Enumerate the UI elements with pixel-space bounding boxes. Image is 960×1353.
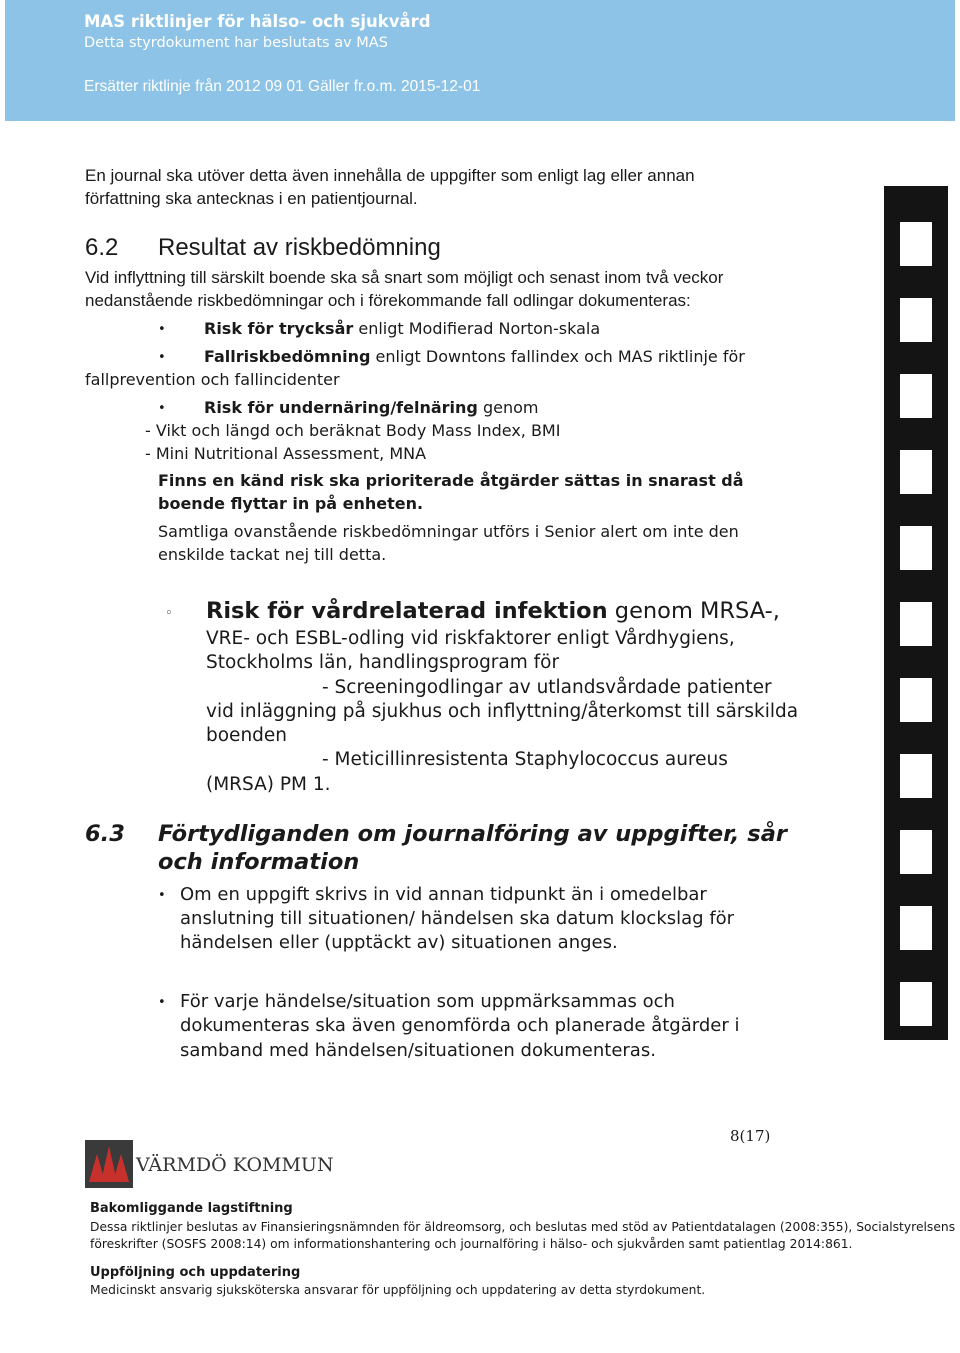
film-strip-decoration bbox=[884, 186, 948, 1040]
infection-risk-bold: Risk för vårdrelaterad infektion bbox=[206, 598, 608, 624]
infection-line-4: - Screeningodlingar av utlandsvårdade patienter bbox=[322, 677, 772, 698]
sub-item-mna: - Mini Nutritional Assessment, MNA bbox=[145, 444, 427, 463]
bullet-fall-risk-bold: Fallriskbedömning bbox=[204, 347, 371, 366]
logo-text: VÄRMDÖ KOMMUN bbox=[136, 1154, 334, 1176]
infection-line-5: vid inläggning på sjukhus och inflyttning/återkomst till särskilda bbox=[206, 701, 799, 722]
bullet-pressure-ulcer bbox=[204, 319, 600, 338]
followup-heading: Uppföljning och uppdatering bbox=[90, 1265, 301, 1280]
infection-risk-text: genom MRSA-, bbox=[607, 598, 780, 624]
journal-bullet-1-line-3: händelsen eller (upptäckt av) situationen anges. bbox=[180, 932, 618, 953]
bullet-icon: • bbox=[158, 322, 166, 337]
bullet-icon: • bbox=[158, 350, 166, 365]
bullet-malnutrition bbox=[204, 398, 539, 417]
circle-bullet-icon: ◦ bbox=[165, 606, 173, 621]
journal-bullet-1-line-1: Om en uppgift skrivs in vid annan tidpunkt än i omedelbar bbox=[180, 884, 707, 905]
municipality-crest-icon bbox=[85, 1140, 133, 1188]
section-6-2-para-line-2: nedanstående riskbedömningar och i förekommande fall odlingar dokumenteras: bbox=[85, 291, 691, 310]
infection-risk-heading bbox=[206, 598, 780, 624]
priority-statement-line-2: boende flyttar in på enheten. bbox=[158, 494, 424, 513]
bullet-pressure-ulcer-text: enligt Modifierad Norton-skala bbox=[353, 319, 601, 338]
bullet-fall-risk-continued: fallprevention och fallincidenter bbox=[85, 370, 340, 389]
infection-line-8: (MRSA) PM 1. bbox=[206, 774, 331, 795]
section-6-3-number: 6.3 bbox=[85, 821, 125, 847]
sub-item-bmi: - Vikt och längd och beräknat Body Mass Index, BMI bbox=[145, 421, 561, 440]
senior-alert-line-1: Samtliga ovanstående riskbedömningar utförs i Senior alert om inte den bbox=[158, 522, 739, 541]
infection-line-3: Stockholms län, handlingsprogram för bbox=[206, 652, 560, 673]
journal-bullet-2-line-1: För varje händelse/situation som uppmärksammas och bbox=[180, 991, 675, 1012]
priority-statement-line-1: Finns en känd risk ska prioriterade åtgärder sättas in snarast då bbox=[158, 471, 744, 490]
journal-bullet-1-line-2: anslutning till situationen/ händelsen ska datum klockslag för bbox=[180, 908, 735, 929]
header-title: MAS riktlinjer för hälso- och sjukvård bbox=[84, 12, 431, 31]
intro-line-1: En journal ska utöver detta även innehålla de uppgifter som enligt lag eller annan bbox=[85, 166, 695, 185]
infection-line-6: boenden bbox=[206, 725, 288, 746]
header-subtitle: Detta styrdokument har beslutats av MAS bbox=[84, 35, 388, 51]
journal-bullet-2-line-2: dokumenteras ska även genomförda och planerade åtgärder i bbox=[180, 1015, 740, 1036]
law-text-line-1: Dessa riktlinjer beslutas av Finansieringsnämnden för äldreomsorg, och beslutas med stöd av Patientdatalagen (2008:355), Socialstyrelsens bbox=[90, 1220, 956, 1234]
bullet-malnutrition-text: genom bbox=[477, 398, 539, 417]
bullet-malnutrition-bold: Risk för undernäring/felnäring bbox=[204, 398, 478, 417]
law-heading: Bakomliggande lagstiftning bbox=[90, 1201, 293, 1216]
bullet-icon: • bbox=[158, 888, 166, 903]
bullet-icon: • bbox=[158, 995, 166, 1010]
intro-line-2: författning ska antecknas i en patientjournal. bbox=[85, 189, 418, 208]
page-number: 8(17) bbox=[730, 1127, 771, 1145]
senior-alert-line-2: enskilde tackat nej till detta. bbox=[158, 545, 387, 564]
section-6-2-number: 6.2 bbox=[85, 234, 119, 261]
bullet-fall-risk-text: enligt Downtons fallindex och MAS riktlinje för bbox=[370, 347, 745, 366]
header-validity: Ersätter riktlinje från 2012 09 01 Gäller fr.o.m. 2015-12-01 bbox=[84, 78, 481, 95]
section-6-3-title-line-2: och information bbox=[158, 849, 360, 875]
infection-line-7: - Meticillinresistenta Staphylococcus aureus bbox=[322, 749, 728, 770]
bullet-icon: • bbox=[158, 401, 166, 416]
section-6-2-para-line-1: Vid inflyttning till särskilt boende ska så snart som möjligt och senast inom två veckor bbox=[85, 268, 724, 287]
infection-line-2: VRE- och ESBL-odling vid riskfaktorer enligt Vårdhygiens, bbox=[206, 628, 735, 649]
law-text-line-2: föreskrifter (SOSFS 2008:14) om informationshantering och journalföring i hälso- och sjukvården samt patientlag 2014:861. bbox=[90, 1237, 853, 1251]
section-6-3-title-line-1: Förtydliganden om journalföring av uppgifter, sår bbox=[158, 821, 787, 847]
followup-text: Medicinskt ansvarig sjuksköterska ansvarar för uppföljning och uppdatering av detta styrdokument. bbox=[90, 1283, 706, 1297]
journal-bullet-2-line-3: samband med händelsen/situationen dokumenteras. bbox=[180, 1040, 656, 1061]
varmdo-kommun-logo bbox=[85, 1140, 335, 1188]
section-6-2-title: Resultat av riskbedömning bbox=[158, 234, 441, 261]
bullet-fall-risk bbox=[204, 347, 745, 366]
bullet-pressure-ulcer-bold: Risk för trycksår bbox=[204, 319, 354, 338]
